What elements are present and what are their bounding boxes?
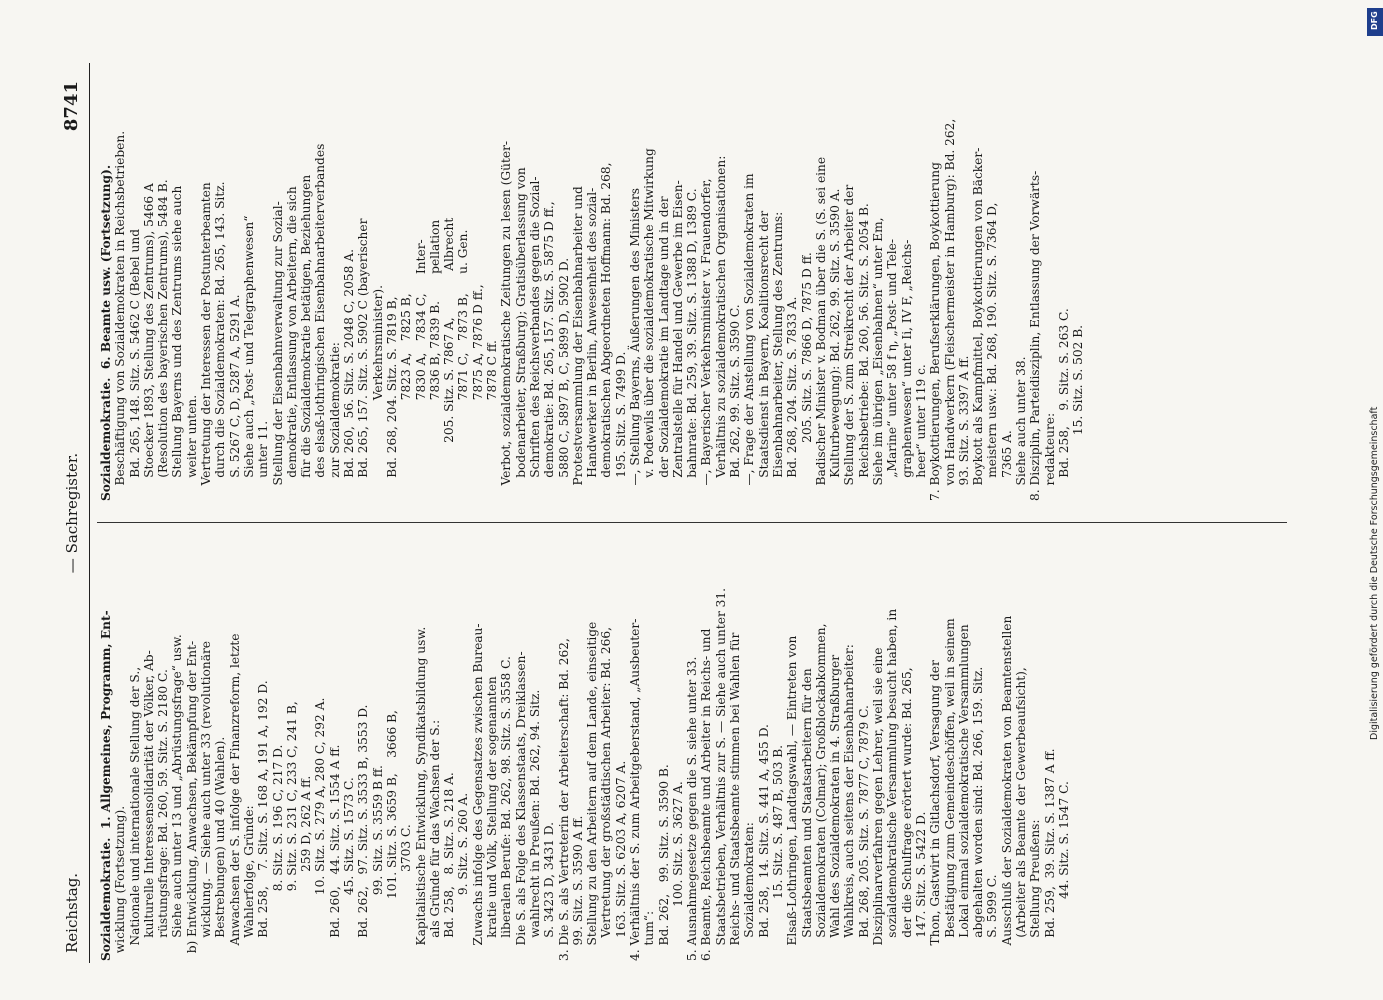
text-line: Zuwachs infolge des Gegensatzes zwischen Bureau- bbox=[470, 623, 485, 961]
text-line: Boykott als Kampfmittel, Boykottierungen von Bäcker- bbox=[971, 147, 986, 501]
text-line: 10. Sitz. S. 279 A, 280 C, 292 A. bbox=[313, 697, 328, 961]
text-line: 205. Sitz. S. 7866 D, 7875 D ff. bbox=[799, 252, 814, 501]
header-left: Reichstag. bbox=[63, 872, 81, 953]
text-line: der Sozialdemokratie im Landtage und in der bbox=[656, 196, 671, 501]
text-line: Siehe auch unter 38. bbox=[1014, 356, 1028, 501]
dfg-logo: DFG bbox=[1367, 8, 1383, 36]
text-line: 8. Sitz. S. 196 C, 217 D. bbox=[270, 744, 285, 961]
text-line: Anwachsen der S. infolge der Finanzreform, letzte bbox=[227, 633, 242, 961]
text-line: kratie und Volk, Stellung der sogenannten bbox=[485, 676, 500, 961]
page-number: 8741 bbox=[61, 81, 82, 132]
text-line: Sozialdemokraten (Colmar); Großblockabkommen, bbox=[813, 623, 828, 961]
text-line: (Resolution des bayerischen Zentrums), 5484 B. bbox=[156, 179, 171, 501]
text-line: 15. Sitz. S. 502 B. bbox=[1071, 324, 1086, 501]
text-line: Verkehrsminister). bbox=[370, 285, 385, 501]
text-line: wicklung. — Siehe auch unter 33 (revolutionäre bbox=[199, 641, 214, 961]
text-line: 9. Sitz. S. 231 C, 233 C, 241 B, bbox=[284, 701, 299, 961]
text-line: Protestversammlung der Eisenbahnarbeiter und bbox=[570, 186, 585, 501]
text-line: demokratie, Entlassung von Arbeitern, die sich bbox=[284, 186, 299, 501]
column-divider bbox=[97, 522, 1287, 523]
text-line: Die S. als Folge des Klassenstaats, Dreiklassen- bbox=[513, 651, 528, 961]
text-line: als Gründe für das Wachsen der S.: bbox=[427, 719, 442, 961]
text-line: demokratie: Bd. 265, 157. Sitz. S. 5875 D ff., bbox=[542, 201, 557, 501]
text-line: 7830 A, 7834 C, Inter- bbox=[413, 239, 428, 501]
text-line: Bd. 262, 99. Sitz. S. 3590 C. bbox=[728, 304, 743, 501]
text-line: 195. Sitz. S. 7499 D. bbox=[613, 351, 628, 501]
left-column bbox=[99, 546, 1071, 961]
text-line: bodenarbeiter, Straßburg); Gratisüberlassung von bbox=[513, 167, 528, 501]
text-line: heer“ unter 119 c. bbox=[913, 364, 928, 501]
text-line: 99. Sitz. S. 3559 B ff. bbox=[370, 765, 385, 961]
text-line: abgehalten worden sind: Bd. 266, 159. Sitz. bbox=[971, 666, 986, 961]
text-line: 5880 C, 5897 B, C, 5899 D, 5902 D. bbox=[556, 257, 571, 501]
text-line: 45. Sitz. S. 1573 C. bbox=[342, 777, 357, 961]
text-line: tum“: bbox=[642, 910, 657, 961]
text-line: 147. Sitz. S. 5422 D. bbox=[913, 811, 928, 961]
text-line: Verbot, sozialdemokratische Zeitungen zu lesen (Güter- bbox=[499, 140, 514, 501]
text-line: 7878 C ff. bbox=[485, 340, 500, 501]
text-line: 99. Sitz. S. 3590 A ff. bbox=[570, 815, 585, 961]
text-line: Schriften des Reichsverbandes gegen die Sozial- bbox=[527, 176, 542, 501]
text-line: Lokal einmal sozialdemokratische Versammlungen bbox=[956, 624, 971, 961]
text-line: Sozialdemokraten: bbox=[742, 822, 757, 961]
text-line: Bd. 262, 99. Sitz. S. 3590 B. bbox=[656, 764, 671, 961]
text-line: redakteure: bbox=[1042, 412, 1057, 501]
text-line: 15. Sitz. S. 487 B, 503 B. bbox=[770, 744, 785, 961]
text-line: 3. Die S. als Vertreterin der Arbeiterschaft: Bd. 262, bbox=[556, 638, 571, 961]
text-line: Reichs- und Staatsbeamte stimmen bei Wahlen für bbox=[728, 632, 743, 961]
text-line: Bd. 260, 56. Sitz. S. 2048 C, 2058 A. bbox=[342, 249, 357, 501]
text-line: Vertretung der großstädtischen Arbeiter: Bd. 266, bbox=[599, 627, 614, 961]
text-line: Staatsdienst in Bayern, Koalitionsrecht der bbox=[756, 210, 771, 501]
text-line: sozialdemokratische Versammlung besucht haben, in bbox=[885, 608, 900, 961]
text-line: Siehe im übrigen „Eisenbahnen“ unter Em, bbox=[871, 217, 886, 501]
text-line: Staatsbetrieben, Verhältnis zur S. — Siehe auch unter 31. bbox=[713, 587, 728, 961]
text-line: Wahlkreis, auch seitens der Eisenbahnarbeiter: bbox=[842, 644, 857, 961]
text-line: Stellung Bayerns und des Zentrums siehe auch bbox=[170, 185, 185, 501]
text-line: Wahl des Sozialdemokraten in 4. Straßburger bbox=[828, 654, 843, 961]
text-line: Siehe auch unter 13 und „Abrüstungsfrage“ usw. bbox=[170, 634, 185, 961]
text-line: Bd. 260, 44. Sitz. S. 1554 A ff. bbox=[327, 744, 342, 961]
text-line: weiter unten. bbox=[184, 394, 199, 501]
text-line: Bd. 265, 148. Sitz. S. 5462 C (Bebel und bbox=[127, 228, 142, 501]
text-line: durch die Sozialdemokraten: Bd. 265, 143. Sitz. bbox=[213, 181, 228, 501]
text-line: meistern usw.: Bd. 268, 190. Sitz. S. 7364 D, bbox=[985, 202, 1000, 501]
text-line: Verhältnis zu sozialdemokratischen Organisationen: bbox=[713, 155, 728, 501]
text-line: Stellung der Eisenbahnverwaltung zur Sozial- bbox=[270, 201, 285, 501]
text-line: kulturelle Interessensolidarität der Völker, Ab- bbox=[141, 650, 156, 961]
text-line: Bd. 258, 9. Sitz. S. 263 C. bbox=[1056, 308, 1071, 501]
text-line: Stoecker 1893, Stellung des Zentrums), 5466 A bbox=[141, 183, 156, 501]
text-line: S. 5999 C. bbox=[985, 874, 1000, 961]
text-line: 259 D, 262 A ff. bbox=[299, 775, 314, 961]
text-line: —, Stellung Bayerns, Äußerungen des Ministers bbox=[627, 187, 642, 501]
text-line: 7823 A, 7825 B, bbox=[399, 293, 414, 501]
text-line: 44. Sitz. S. 1547 C. bbox=[1056, 781, 1071, 961]
text-line: Sozialdemokratie. 6. Beamte usw. (Fortsetzung). bbox=[99, 164, 113, 501]
text-line: liberalen Berufe: Bd. 262, 98. Sitz. S. 3558 C. bbox=[499, 656, 514, 961]
text-line: S. 3423 D, 3431 D. bbox=[542, 822, 557, 961]
text-line: 100. Sitz. S. 3627 A. bbox=[670, 781, 685, 961]
text-line: Nationale und internationale Stellung der S., bbox=[127, 666, 142, 961]
text-line: Bd. 265, 157. Sitz. S. 5902 C (bayerischer bbox=[356, 218, 371, 501]
text-line: —, Frage der Anstellung von Sozialdemokraten im bbox=[742, 173, 757, 501]
text-line: Eisenbahnarbeiter, Stellung des Zentrums: bbox=[770, 211, 785, 501]
text-line: von Handwerkern (Fleischermeister in Hamburg): Bd. 262, bbox=[942, 118, 957, 501]
text-line: Stellung zu den Arbeitern auf dem Lande, einseitige bbox=[585, 621, 600, 961]
text-line: 163. Sitz. S. 6203 A, 6207 A. bbox=[613, 760, 628, 961]
text-line: 8. Disziplin, Parteidisziplin, Entlassung der Vorwärts- bbox=[1028, 170, 1043, 501]
text-line: 7365 A. bbox=[999, 430, 1014, 501]
text-line: Thon, Gastwirt in Gitlachsdorf, Versagung der bbox=[928, 660, 943, 961]
text-line: (Arbeiter als Beamte der Gewerbeaufsicht), bbox=[1014, 667, 1028, 961]
text-line: Vertretung der Interessen der Postunterbeamten bbox=[199, 182, 214, 501]
page-header bbox=[61, 63, 90, 963]
text-line: 7. Boykottierungen, Berufserklärungen, Boykottierung bbox=[928, 162, 943, 501]
scanned-page bbox=[61, 63, 1306, 963]
text-line: Elsaß-Lothringen, Landtagswahl, — Eintreten von bbox=[785, 635, 800, 961]
text-line: Kulturbewegung): Bd. 262, 99. Sitz. S. 3590 A. bbox=[828, 188, 843, 501]
text-line: Disziplinarverfahren gegen Lehrer, weil sie eine bbox=[871, 647, 886, 961]
text-line: unter 11. bbox=[256, 420, 271, 501]
text-line: Ausschluß der Sozialdemokraten von Beamtenstellen bbox=[999, 615, 1014, 961]
text-line: 5. Ausnahmegesetze gegen die S. siehe unter 33. bbox=[685, 656, 700, 961]
header-center: — Sachregister. bbox=[63, 452, 81, 574]
text-line: Staatsbeamten und Staatsarbeitern für den bbox=[799, 668, 814, 961]
text-line: Handwerker in Berlin, Anwesenheit des sozial- bbox=[585, 187, 600, 501]
text-line: Bd. 262, 97. Sitz. S. 3533 B, 3553 D. bbox=[356, 704, 371, 961]
text-line: Beschäftigung von Sozialdemokraten in Reichsbetrieben. bbox=[113, 130, 128, 501]
text-line: Siehe auch „Post- und Telegraphenwesen“ bbox=[241, 215, 256, 501]
text-line: 93. Sitz. S. 3397 A ff. bbox=[956, 355, 971, 501]
text-line: bahnrate: Bd. 259, 39. Sitz. S. 1388 D, 1389 C. bbox=[685, 188, 700, 501]
text-line: graphenwesen“ unter Ii, IV F, „Reichs- bbox=[899, 239, 914, 501]
text-line: Bd. 258, 14. Sitz. S. 441 A, 455 D. bbox=[756, 724, 771, 961]
text-line: Bd. 258, 7. Sitz. S. 168 A, 191 A, 192 D. bbox=[256, 680, 271, 961]
text-line: Bd. 268, 204. Sitz. S. 7833 A. bbox=[785, 296, 800, 501]
text-line: 6. Beamte, Reichsbeamte und Arbeiter in Reichs- und bbox=[699, 628, 714, 961]
text-line: —, Bayerischer Verkehrsminister v. Frauendorfer, bbox=[699, 178, 714, 501]
digitization-caption: Digitalisierung gefördert durch die Deutsche Forschungsgemeinschaft bbox=[1369, 406, 1380, 740]
text-line: wahlrecht in Preußen: Bd. 262, 94. Sitz. bbox=[527, 689, 542, 961]
text-line: 4. Verhältnis der S. zum Arbeitgeberstand, „Ausbeuter- bbox=[627, 618, 642, 961]
text-line: v. Podewils über die sozialdemokratische Mitwirkung bbox=[642, 148, 657, 501]
text-line: der die Schulfrage erörtert wurde: Bd. 265, bbox=[899, 667, 914, 961]
text-line: Bestätigung zum Gemeindeschöffen, weil in seinem bbox=[942, 618, 957, 961]
text-line: Stellung Preußens: bbox=[1028, 819, 1043, 961]
text-line: 9. Sitz. S. 260 A. bbox=[456, 792, 471, 961]
text-line: für die Sozialdemokratie betätigen, Beziehungen bbox=[299, 174, 314, 501]
text-line: Stellung der S. zum Streikrecht der Arbeiter der bbox=[842, 184, 857, 501]
text-line: zur Sozialdemokratie: bbox=[327, 342, 342, 501]
text-line: rüstungsfrage: Bd. 260, 59. Sitz. S. 2180 C. bbox=[156, 669, 171, 961]
text-line: Bd. 259, 39. Sitz. S. 1387 A ff. bbox=[1042, 748, 1057, 961]
text-line: Zentralstelle für Handel und Gewerbe im Eisen- bbox=[670, 180, 685, 501]
text-line: wicklung (Fortsetzung). bbox=[113, 805, 128, 961]
right-column bbox=[99, 86, 1085, 501]
text-line: 3703 C. bbox=[399, 824, 414, 961]
text-line: 101. Sitz. S. 3659 B, 3666 B, bbox=[384, 710, 399, 961]
text-line: b) Entwicklung, Anwachsen, Bekämpfung der Ent- bbox=[184, 640, 199, 961]
text-line: Bd. 268, 205. Sitz. S. 7877 C, 7879 C. bbox=[856, 705, 871, 961]
text-line: Bd. 268, 204. Sitz. S. 7819 B, bbox=[384, 296, 399, 501]
text-line: „Marine“ unter 58 f η, „Post- und Tele- bbox=[885, 238, 900, 501]
text-line: Sozialdemokratie. 1. Allgemeines, Programm, Ent- bbox=[99, 610, 113, 961]
text-line: S. 5267 C, D, 5287 A, 5291 A. bbox=[227, 294, 242, 501]
text-line: 7875 A, 7876 D ff., bbox=[470, 284, 485, 501]
text-line: Kapitalistische Entwicklung, Syndikatsbildung usw. bbox=[413, 626, 428, 961]
text-line: demokratischen Abgeordneten Hoffmann: Bd. 268, bbox=[599, 162, 614, 501]
text-line: Reichsbetriebe: Bd. 260, 56. Sitz. S. 2054 B. bbox=[856, 203, 871, 501]
text-line: Bestrebungen) und 40 (Wahlen). bbox=[213, 736, 228, 961]
text-line: 7871 C, 7873 B, u. Gen. bbox=[456, 229, 471, 501]
text-line: Wahlerfolge, Gründe: bbox=[241, 805, 256, 961]
text-line: 7836 B, 7839 B. pellation bbox=[427, 219, 442, 501]
text-line: Badischer Minister v. Bodman über die S. (S. sei eine bbox=[813, 156, 828, 501]
text-line: des elsaß-lothringischen Eisenbahnarbeiterverbandes bbox=[313, 143, 328, 501]
text-line: Bd. 258, 8. Sitz. S. 218 A. bbox=[442, 772, 457, 961]
text-line: 205. Sitz. S. 7867 A, Albrecht bbox=[442, 217, 457, 501]
